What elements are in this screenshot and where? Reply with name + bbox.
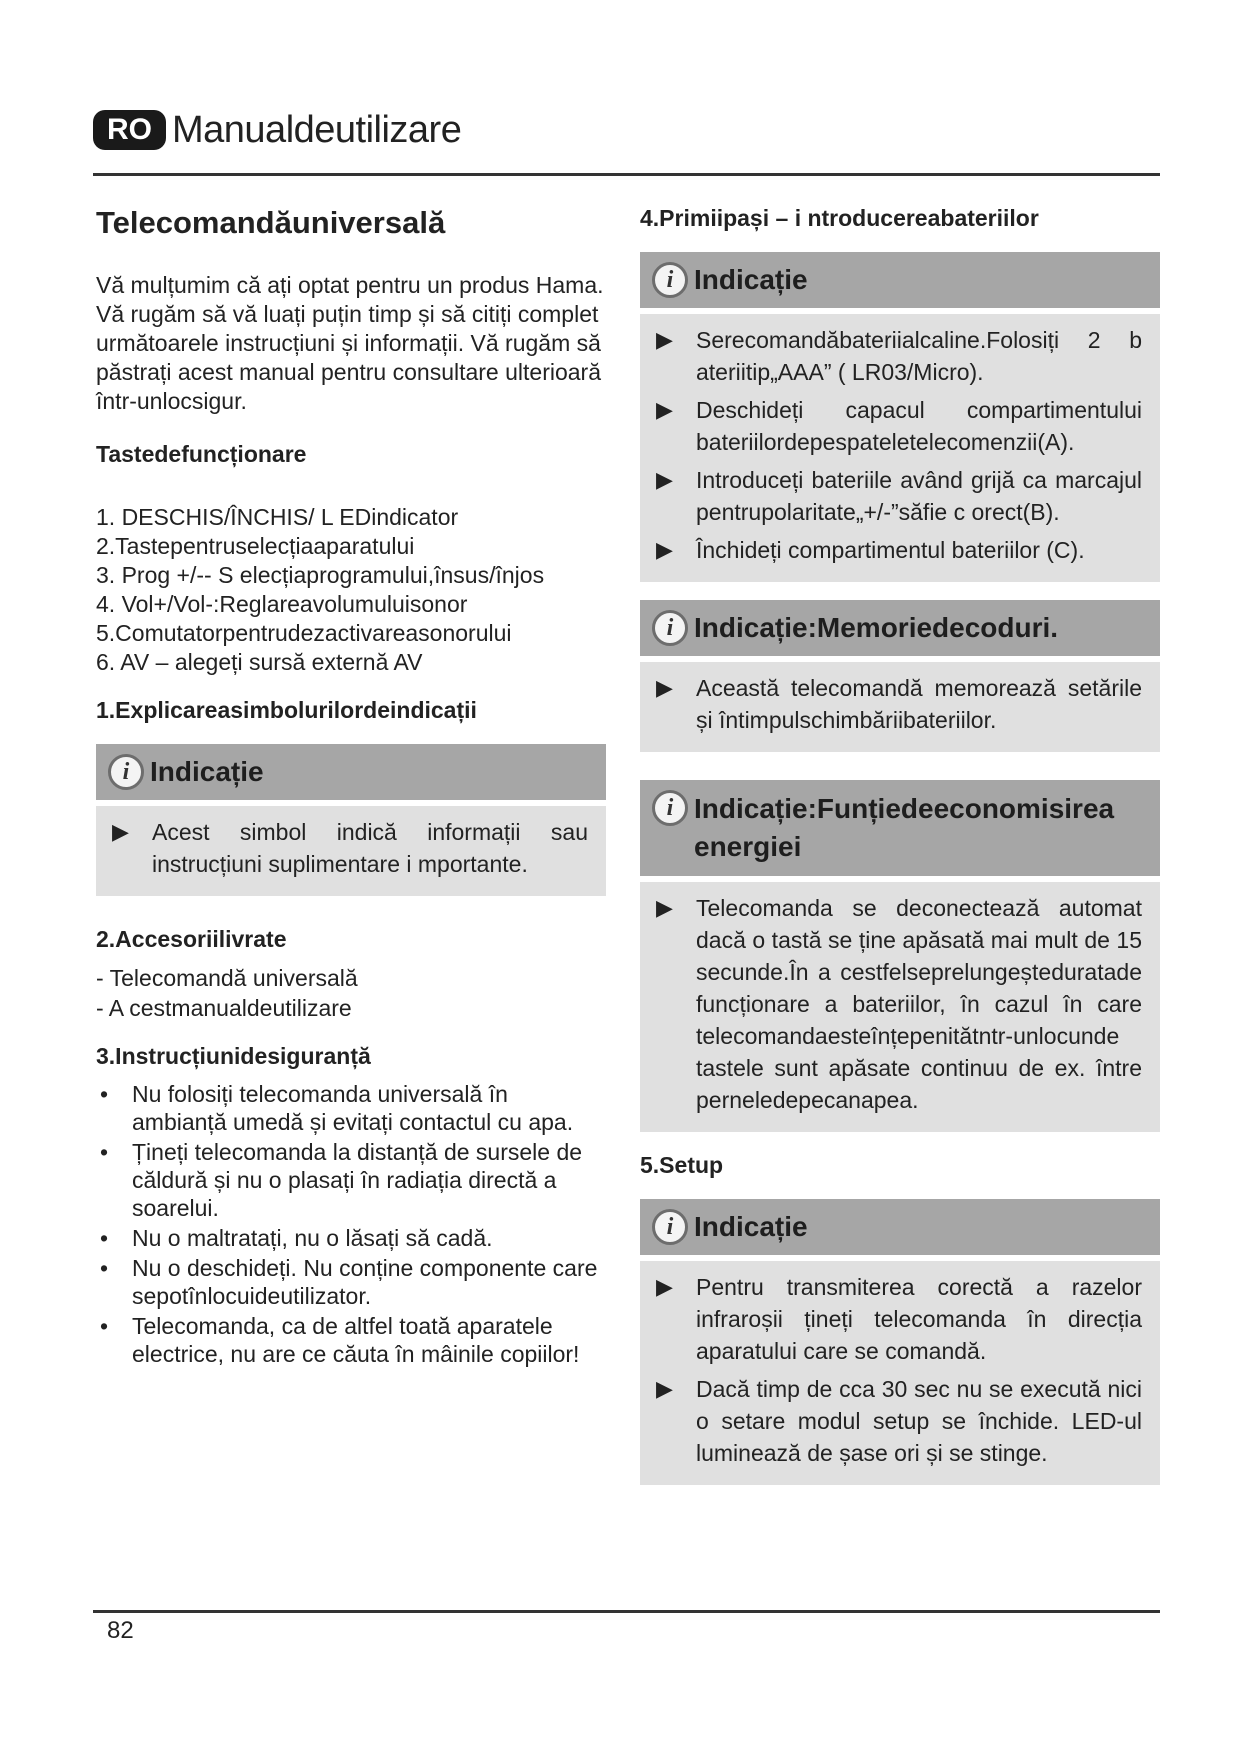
list-item: 2.Tastepentruselecțiaaparatului	[96, 533, 415, 559]
first-steps-heading: 4.Primiipași – i ntroducereabateriilor	[640, 205, 1039, 231]
list-item: • Nu o deschideți. Nu conține componente care sepotînlocuideutilizator.	[96, 1254, 606, 1310]
note-title: Indicație:Memoriedecoduri.	[694, 612, 1059, 643]
note-box	[96, 744, 606, 896]
arrow-icon: ▶	[656, 1274, 673, 1299]
list-item: • Nu folosiți telecomanda universală în ambianță umedă și evitați contactul cu apa.	[96, 1080, 606, 1136]
info-icon: i	[652, 790, 688, 826]
note-title: Indicație	[150, 756, 264, 787]
arrow-icon: ▶	[112, 819, 129, 844]
arrow-icon: ▶	[656, 1376, 673, 1401]
note-box	[640, 600, 1160, 752]
note-item: ▶ Această telecomandă memorează setările și întimpulschimbăriibateriilor.	[656, 672, 1142, 736]
arrow-icon: ▶	[656, 895, 673, 920]
footer-rule	[93, 1610, 1160, 1613]
note-body	[96, 806, 606, 896]
list-item: 3. Prog +/-- S elecțiaprogramului,însus/înjos	[96, 562, 545, 588]
document-title: Manualdeutilizare	[172, 108, 462, 151]
note-body	[640, 662, 1160, 752]
note-item: ▶ Deschideți capacul compartimentului bateriilordepespateletelecomenzii(A).	[656, 394, 1142, 458]
note-box	[640, 1199, 1160, 1485]
accessories-heading: 2.Accesoriilivrate	[96, 926, 287, 952]
note-box	[640, 252, 1160, 582]
note-header	[640, 1199, 1160, 1261]
info-icon: i	[652, 1209, 688, 1245]
note-header	[640, 252, 1160, 314]
list-item: - Telecomandă universală	[96, 965, 358, 991]
page-number: 82	[107, 1617, 134, 1644]
header-rule	[93, 173, 1160, 176]
intro-paragraph: Vă mulțumim că ați optat pentru un produs Hama. Vă rugăm să vă luați puțin timp și să citiți complet următoarele instrucțiuni și informații. Vă rugăm să păstrați acest manual pentru consultare ulterioară într-unlocsigur.	[96, 272, 604, 414]
section-title: Telecomandăuniversală	[96, 205, 446, 240]
note-header	[640, 600, 1160, 662]
info-icon: i	[652, 262, 688, 298]
arrow-icon: ▶	[656, 327, 673, 352]
list-item: 5.Comutatorpentrudezactivareasonorului	[96, 620, 512, 646]
note-title: Indicație	[694, 264, 808, 295]
note-title: Indicație:Funțiedeeconomisirea energiei	[694, 793, 1115, 862]
language-badge: RO	[93, 110, 166, 150]
setup-heading: 5.Setup	[640, 1152, 724, 1178]
note-item: ▶ Pentru transmiterea corectă a razelor infraroșii țineți telecomanda în direcția aparatului care se comandă.	[656, 1271, 1142, 1367]
note-item: ▶ Introduceți bateriile având grijă ca marcajul pentrupolaritate„+/-”săfie c orect(B).	[656, 464, 1142, 528]
list-item: - A cestmanualdeutilizare	[96, 995, 352, 1021]
accessories-list	[96, 963, 606, 1023]
arrow-icon: ▶	[656, 467, 673, 492]
keys-heading: Tastedefuncționare	[96, 441, 307, 467]
right-column	[640, 190, 1160, 1503]
list-item: 6. AV – alegeți sursă externă AV	[96, 649, 423, 675]
keys-list	[96, 503, 606, 677]
list-item: • Țineți telecomanda la distanță de sursele de căldură și nu o plasați în radiația directă a soarelui.	[96, 1138, 606, 1222]
arrow-icon: ▶	[656, 675, 673, 700]
note-item: ▶ Închideți compartimentul bateriilor (C).	[656, 534, 1142, 566]
symbols-heading: 1.Explicareasimbolurilordeindicații	[96, 697, 477, 723]
note-box	[640, 780, 1160, 1132]
note-title: Indicație	[694, 1211, 808, 1242]
note-header	[640, 780, 1160, 882]
note-item: ▶ Telecomanda se deconectează automat dacă o tastă se ține apăsată mai mult de 15 secunde.În a cestfelseprelungeșteduratade funcționare a bateriilor, în cazul în care telecomandaesteînțepenitătntr-unlocunde tastele sunt apăsate continuu de ex. între perneledepecanapea.	[656, 892, 1142, 1116]
info-icon: i	[652, 610, 688, 646]
note-body	[640, 314, 1160, 582]
note-item: ▶ Dacă timp de cca 30 sec nu se execută nici o setare modul setup se închide. LED-ul luminează de șase ori și se stinge.	[656, 1373, 1142, 1469]
arrow-icon: ▶	[656, 537, 673, 562]
arrow-icon: ▶	[656, 397, 673, 422]
list-item: • Nu o maltratați, nu o lăsați să cadă.	[96, 1224, 606, 1252]
list-item: 4. Vol+/Vol-:Reglareavolumuluisonor	[96, 591, 468, 617]
page-header	[93, 108, 461, 152]
left-column	[96, 190, 606, 1370]
list-item: 1. DESCHIS/ÎNCHIS/ L EDindicator	[96, 504, 459, 530]
safety-heading: 3.Instrucțiunidesiguranță	[96, 1043, 371, 1069]
note-body	[640, 882, 1160, 1132]
note-body	[640, 1261, 1160, 1485]
note-header	[96, 744, 606, 806]
safety-list	[96, 1080, 606, 1368]
list-item: • Telecomanda, ca de altfel toată aparatele electrice, nu are ce căuta în mâinile copiilor!	[96, 1312, 606, 1368]
note-item: ▶ Acest simbol indică informații sau instrucțiuni suplimentare i mportante.	[112, 816, 588, 880]
info-icon: i	[108, 754, 144, 790]
note-item: ▶ Serecomandăbateriialcaline.Folosiți 2 b ateriitip„AAA” ( LR03/Micro).	[656, 324, 1142, 388]
